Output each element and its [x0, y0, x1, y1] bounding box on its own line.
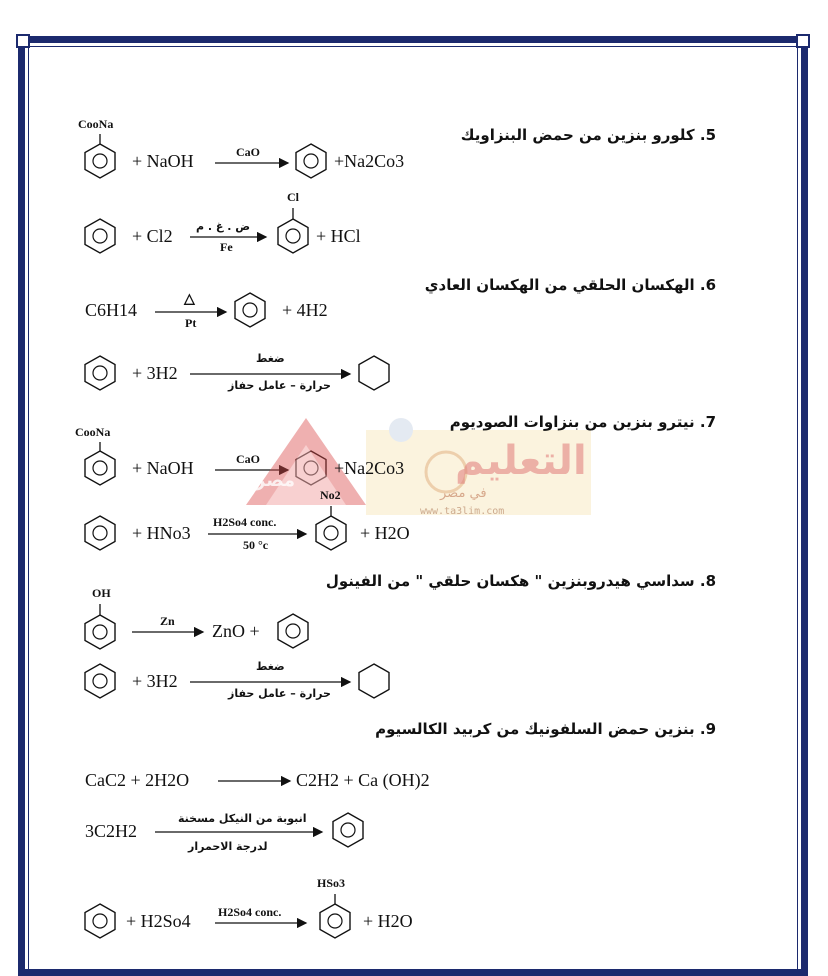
condition-above: CaO [236, 452, 260, 466]
watermark-mark: مصر [255, 470, 296, 491]
benzene-ring [333, 813, 363, 847]
reactant: 3C2H2 [85, 821, 138, 841]
benzene-ring [85, 615, 115, 649]
condition-below: حرارة – عامل حفاز [228, 687, 331, 700]
section-heading-9: 9. بنزين حمض السلفونيك من كربيد الكالسيوم [375, 720, 716, 738]
reagent: + HNo3 [132, 523, 191, 543]
condition-above: ض . غ . م [196, 220, 251, 233]
benzene-ring [296, 144, 326, 178]
reagent: + H2So4 [126, 911, 191, 931]
benzene-ring [85, 516, 115, 550]
product: + H2O [360, 523, 410, 543]
cyclohexane-ring [359, 356, 389, 390]
section-heading-6: 6. الهكسان الحلقي من الهكسان العادي [424, 276, 716, 294]
benzene-ring [316, 516, 346, 550]
benzene-ring [235, 293, 265, 327]
product: + H2O [363, 911, 413, 931]
condition-above: △ [184, 292, 195, 307]
benzene-ring [278, 614, 308, 648]
substituent-label: CooNa [78, 117, 114, 131]
benzene-ring [320, 904, 350, 938]
condition-below: لدرجة الاحمرار [188, 840, 268, 853]
condition-above: ضغط [256, 660, 285, 673]
substituent-label: Cl [287, 190, 299, 204]
watermark-url: www.ta3lim.com [420, 506, 505, 517]
condition-above: ضغط [256, 352, 285, 365]
product: + 4H2 [282, 300, 328, 320]
condition-below: Pt [185, 316, 197, 330]
benzene-ring [85, 904, 115, 938]
condition-above: CaO [236, 145, 260, 159]
watermark-brand: التعليم [455, 438, 587, 484]
condition-above: انبوبة من النيكل مسخنة [178, 812, 307, 825]
product: C2H2 + Ca (OH)2 [296, 770, 430, 790]
section-heading-7: 7. نيترو بنزين من بنزاوات الصوديوم [449, 413, 716, 431]
benzene-ring [278, 219, 308, 253]
cyclohexane-ring [359, 664, 389, 698]
reagent: + NaOH [132, 151, 194, 171]
condition-above: H2So4 conc. [218, 905, 282, 919]
product: ZnO + [212, 621, 260, 641]
reagent: + Cl2 [132, 226, 173, 246]
reagent: + 3H2 [132, 363, 178, 383]
reactant: C6H14 [85, 300, 138, 320]
reactants: CaC2 + 2H2O [85, 770, 190, 790]
product: +Na2Co3 [334, 458, 405, 478]
section-heading-8: 8. سداسي هيدروبنزين " هكسان حلقي " من الفينول [325, 572, 716, 590]
benzene-ring [85, 451, 115, 485]
benzene-ring [85, 219, 115, 253]
reagent: + NaOH [132, 458, 194, 478]
condition-below: 50 °c [243, 538, 269, 552]
condition-above: H2So4 conc. [213, 515, 277, 529]
condition-below: حرارة – عامل حفاز [228, 379, 331, 392]
condition-below: Fe [220, 240, 233, 254]
product: +Na2Co3 [334, 151, 405, 171]
product: + HCl [316, 226, 361, 246]
benzene-ring [85, 144, 115, 178]
condition-above: Zn [160, 614, 175, 628]
substituent-label: CooNa [75, 425, 111, 439]
reagent: + 3H2 [132, 671, 178, 691]
benzene-ring [85, 664, 115, 698]
substituent-label: HSo3 [317, 876, 346, 890]
section-heading-5: 5. كلورو بنزين من حمض البنزاويك [460, 126, 716, 144]
substituent-label: No2 [320, 488, 341, 502]
benzene-ring [85, 356, 115, 390]
substituent-label: OH [92, 586, 111, 600]
watermark-sub: في مصر [440, 486, 487, 501]
